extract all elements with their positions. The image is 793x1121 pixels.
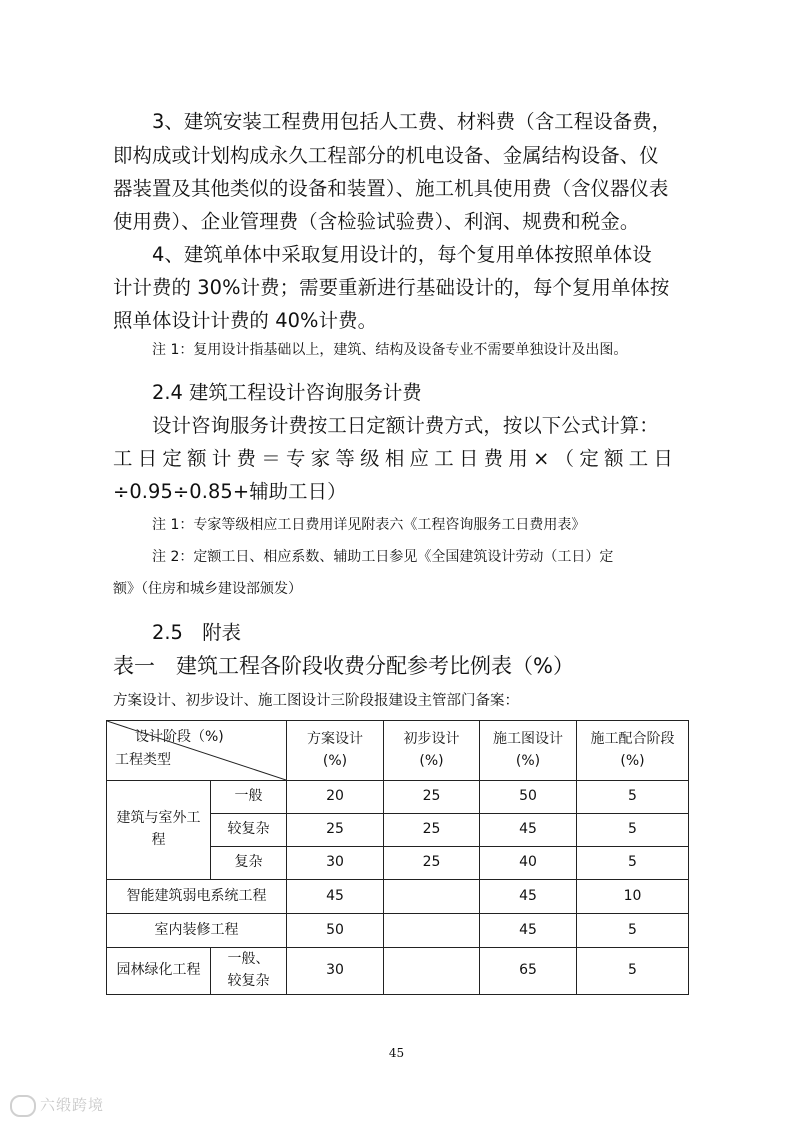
- table-row: [107, 948, 689, 995]
- column-header: 初步设计 (%): [384, 721, 480, 781]
- formula-line-2: ÷0.95÷0.85+辅助工日）: [113, 480, 347, 503]
- value-cell: 25: [384, 814, 480, 847]
- type-label-cell: 室内装修工程: [107, 914, 287, 948]
- column-header: 施工配合阶段 (%): [577, 721, 689, 781]
- table-row: [107, 781, 689, 814]
- type-label-cell: 智能建筑弱电系统工程: [107, 880, 287, 914]
- value-cell: 40: [480, 847, 577, 880]
- table-title: 表一 建筑工程各阶段收费分配参考比例表（%）: [113, 654, 574, 678]
- diagonal-header-cell: [107, 721, 287, 781]
- paragraph-4-line-3: 照单体设计计费的 40%计费。: [113, 309, 378, 332]
- value-cell: 50: [287, 914, 384, 948]
- section-2-5-heading: 2.5 附表: [152, 621, 242, 644]
- value-cell: 20: [287, 781, 384, 814]
- value-cell: 50: [480, 781, 577, 814]
- note-reuse-design: 注 1：复用设计指基础以上，建筑、结构及设备专业不需要单独设计及出图。: [152, 342, 628, 358]
- value-cell: 5: [577, 847, 689, 880]
- watermark-text: 六缎跨境: [40, 1096, 105, 1114]
- consulting-intro: 设计咨询服务计费按工日定额计费方式，按以下公式计算：: [152, 414, 659, 437]
- paragraph-3-line-3: 器装置及其他类似的设备和装置）、施工机具使用费（含仪器仪表: [113, 177, 669, 200]
- paragraph-3-line-1: 3、建筑安装工程费用包括人工费、材料费（含工程设备费，: [152, 110, 672, 133]
- section-2-4-heading: 2.4 建筑工程设计咨询服务计费: [152, 381, 422, 404]
- page-number: 45: [388, 1046, 405, 1060]
- value-cell: 45: [480, 914, 577, 948]
- subtype-cell: 一般、 较复杂: [211, 948, 287, 995]
- table-row: [107, 914, 689, 948]
- value-cell: 25: [384, 847, 480, 880]
- value-cell: 45: [480, 880, 577, 914]
- group-label-building: 建筑与室外工 程: [107, 781, 211, 880]
- note-expert-fee: 注 1：专家等级相应工日费用详见附表六《工程咨询服务工日费用表》: [152, 517, 586, 533]
- header-stage-label: 设计阶段（%): [135, 729, 224, 745]
- header-type-label: 工程类型: [115, 752, 171, 769]
- column-header: 施工图设计 (%): [480, 721, 577, 781]
- value-cell: [384, 880, 480, 914]
- formula-line-1: 工日定额计费＝专家等级相应工日费用×（定额工日: [113, 447, 673, 470]
- watermark: [10, 1094, 104, 1117]
- subtype-cell: 复杂: [211, 847, 287, 880]
- table-row: [107, 880, 689, 914]
- type-label-cell: 园林绿化工程: [107, 948, 211, 995]
- value-cell: 45: [480, 814, 577, 847]
- table-caption: 方案设计、初步设计、施工图设计三阶段报建设主管部门备案：: [113, 693, 519, 709]
- table-header-row: [107, 721, 689, 781]
- paragraph-3-line-4: 使用费）、企业管理费（含检验试验费）、利润、规费和税金。: [113, 210, 640, 233]
- value-cell: 10: [577, 880, 689, 914]
- value-cell: 5: [577, 914, 689, 948]
- paragraph-4-line-1: 4、建筑单体中采取复用设计的，每个复用单体按照单体设: [152, 243, 652, 266]
- value-cell: 25: [384, 781, 480, 814]
- subtype-cell: 较复杂: [211, 814, 287, 847]
- value-cell: 5: [577, 781, 689, 814]
- value-cell: 5: [577, 948, 689, 995]
- subtype-cell: 一般: [211, 781, 287, 814]
- note-quota-line-2: 额》（住房和城乡建设部颁发）: [113, 581, 302, 597]
- value-cell: [384, 948, 480, 995]
- watermark-logo-icon: [10, 1095, 36, 1117]
- note-quota-line-1: 注 2：定额工日、相应系数、辅助工日参见《全国建筑设计劳动（工日）定: [152, 549, 614, 565]
- value-cell: [384, 914, 480, 948]
- value-cell: 45: [287, 880, 384, 914]
- value-cell: 25: [287, 814, 384, 847]
- column-header: 方案设计 (%): [287, 721, 384, 781]
- value-cell: 30: [287, 847, 384, 880]
- value-cell: 5: [577, 814, 689, 847]
- paragraph-3-line-2: 即构成或计划构成永久工程部分的机电设备、金属结构设备、仪: [113, 144, 659, 167]
- value-cell: 30: [287, 948, 384, 995]
- value-cell: 65: [480, 948, 577, 995]
- paragraph-4-line-2: 计计费的 30%计费；需要重新进行基础设计的，每个复用单体按: [113, 276, 670, 299]
- fee-allocation-table: [106, 720, 689, 995]
